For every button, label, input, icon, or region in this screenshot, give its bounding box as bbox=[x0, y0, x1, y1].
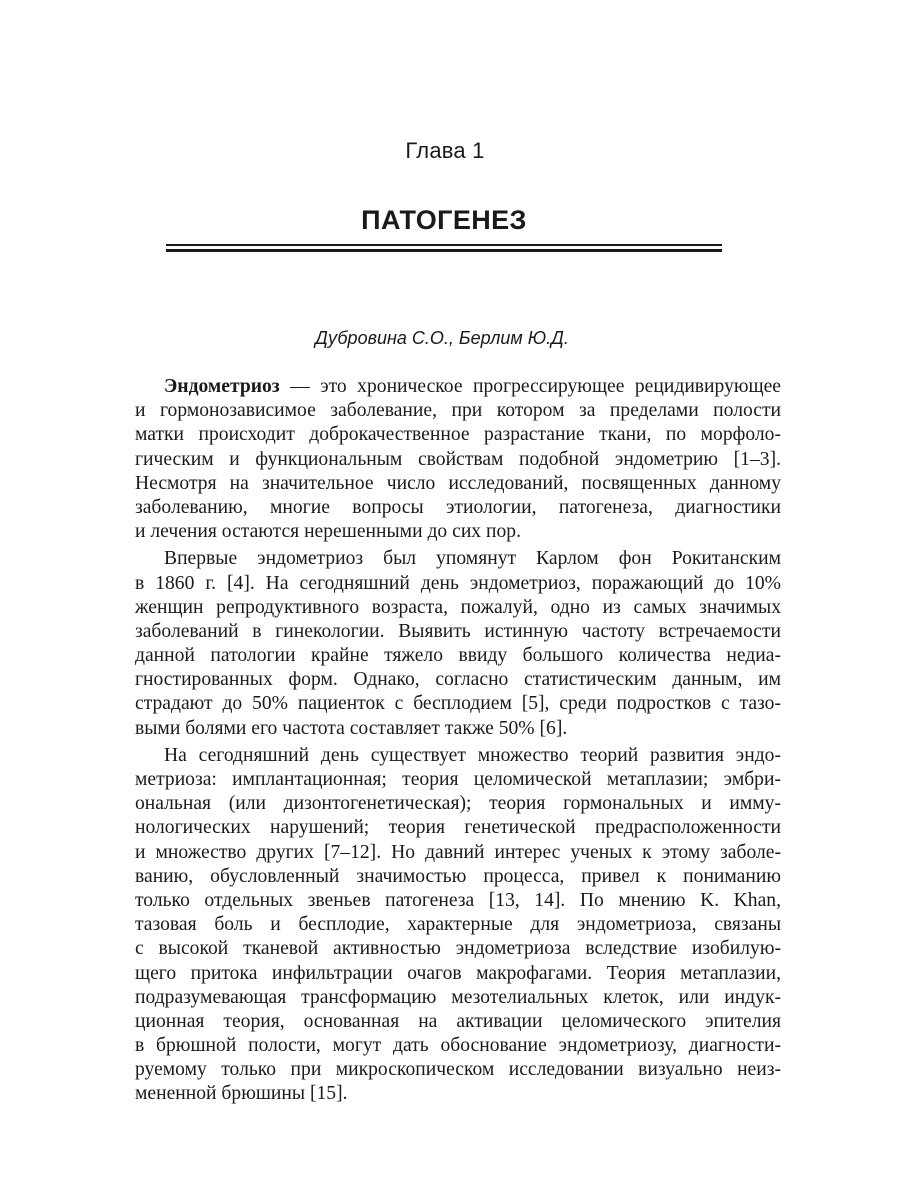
text-line bbox=[135, 547, 781, 571]
text-line bbox=[135, 1058, 781, 1082]
line-text: мененной брюшины [15]. bbox=[135, 1083, 348, 1105]
text-line bbox=[135, 744, 781, 768]
defined-term: Эндометриоз bbox=[164, 376, 280, 397]
text-line bbox=[135, 865, 781, 889]
text-line bbox=[135, 816, 781, 840]
line-text: с высокой тканевой активностью эндометриоза вследствие изобилую- bbox=[135, 938, 781, 960]
line-text: женщин репродуктивного возраста, пожалуй, одно из самых значимых bbox=[135, 596, 781, 618]
paragraph bbox=[135, 375, 781, 544]
title-rule-thick bbox=[166, 249, 722, 252]
line-text: только отдельных звеньев патогенеза [13, 14]. По мнению K. Khan, bbox=[135, 889, 781, 911]
text-line bbox=[135, 448, 781, 472]
text-line bbox=[135, 596, 781, 620]
text-line bbox=[135, 889, 781, 913]
text-line bbox=[135, 496, 781, 520]
text-line bbox=[135, 520, 781, 544]
line-text: заболеванию, многие вопросы этиологии, патогенеза, диагностики bbox=[135, 496, 781, 518]
line-text: в брюшной полости, могут дать обоснование эндометриозу, диагности- bbox=[135, 1035, 781, 1057]
text-line bbox=[135, 1082, 781, 1106]
line-text: подразумевающая трансформацию мезотелиальных клеток, или индук- bbox=[135, 986, 781, 1008]
line-text: данной патологии крайне тяжело ввиду большого количества недиа- bbox=[135, 645, 781, 667]
line-text: — это хроническое прогрессирующее рецидивирующее bbox=[279, 376, 781, 397]
line-text: тазовая боль и бесплодие, характерные для эндометриоза, связаны bbox=[135, 914, 781, 936]
body-text bbox=[135, 375, 781, 1107]
text-line bbox=[135, 1034, 781, 1058]
line-text: выми болями его частота составляет также 50% [6]. bbox=[135, 717, 568, 739]
line-text: гностированных форм. Однако, согласно статистическим данным, им bbox=[135, 669, 781, 691]
line-text: нологических нарушений; теория генетической предрасположенности bbox=[135, 817, 781, 839]
text-line bbox=[135, 792, 781, 816]
text-line bbox=[135, 399, 781, 423]
line-text: Впервые эндометриоз был упомянут Карлом фон Рокитанским bbox=[164, 548, 781, 570]
line-text: и множество других [7–12]. Но давний интерес ученых к этому заболе- bbox=[135, 841, 781, 863]
text-line bbox=[135, 572, 781, 596]
line-text: в 1860 г. [4]. На сегодняшний день эндометриоз, поражающий до 10% bbox=[135, 572, 781, 594]
line-text: метриоза: имплантационная; теория целомической метаплазии; эмбри- bbox=[135, 769, 781, 790]
text-line bbox=[135, 1010, 781, 1034]
line-text: Несмотря на значительное число исследований, посвященных данному bbox=[135, 472, 781, 494]
line-text: ональная (или дизонтогенетическая); теория гормональных и имму- bbox=[135, 793, 781, 815]
text-line bbox=[135, 644, 781, 668]
line-text: страдают до 50% пациенток с бесплодием [5], среди подростков с тазо- bbox=[135, 693, 781, 715]
text-line bbox=[135, 913, 781, 937]
text-line bbox=[135, 841, 781, 865]
chapter-title: ПАТОГЕНЕЗ bbox=[361, 205, 527, 235]
text-line bbox=[135, 962, 781, 986]
text-line bbox=[135, 423, 781, 447]
text-line bbox=[135, 937, 781, 961]
line-text: и гормонозависимое заболевание, при котором за пределами полости bbox=[135, 400, 781, 422]
text-line bbox=[135, 692, 781, 716]
line-text: ционная теория, основанная на активации целомического эпителия bbox=[135, 1010, 781, 1032]
text-line bbox=[135, 717, 781, 741]
authors: Дубровина С.О., Берлим Ю.Д. bbox=[315, 328, 569, 348]
title-rule-thin bbox=[166, 244, 722, 246]
line-text: гическим и функциональным свойствам подобной эндометрию [1–3]. bbox=[135, 448, 781, 470]
line-text: заболеваний в гинекологии. Выявить истинную частоту встречаемости bbox=[135, 620, 781, 642]
line-text: матки происходит доброкачественное разрастание ткани, по морфоло- bbox=[135, 424, 781, 446]
line-text: руемому только при микроскопическом исследовании визуально неиз- bbox=[135, 1059, 781, 1081]
text-line bbox=[135, 472, 781, 496]
paragraph bbox=[135, 744, 781, 1107]
chapter-label: Глава 1 bbox=[405, 138, 485, 163]
line-text: На сегодняшний день существует множество теорий развития эндо- bbox=[164, 744, 781, 766]
text-line bbox=[135, 986, 781, 1010]
text-line bbox=[135, 375, 781, 399]
line-text: щего притока инфильтрации очагов макрофагами. Теория метаплазии, bbox=[135, 962, 781, 984]
paragraph bbox=[135, 547, 781, 741]
line-text: ванию, обусловленный значимостью процесса, привел к пониманию bbox=[135, 865, 781, 887]
text-line bbox=[135, 768, 781, 792]
line-text: и лечения остаются нерешенными до сих пор. bbox=[135, 521, 521, 543]
text-line bbox=[135, 620, 781, 644]
text-line bbox=[135, 668, 781, 692]
